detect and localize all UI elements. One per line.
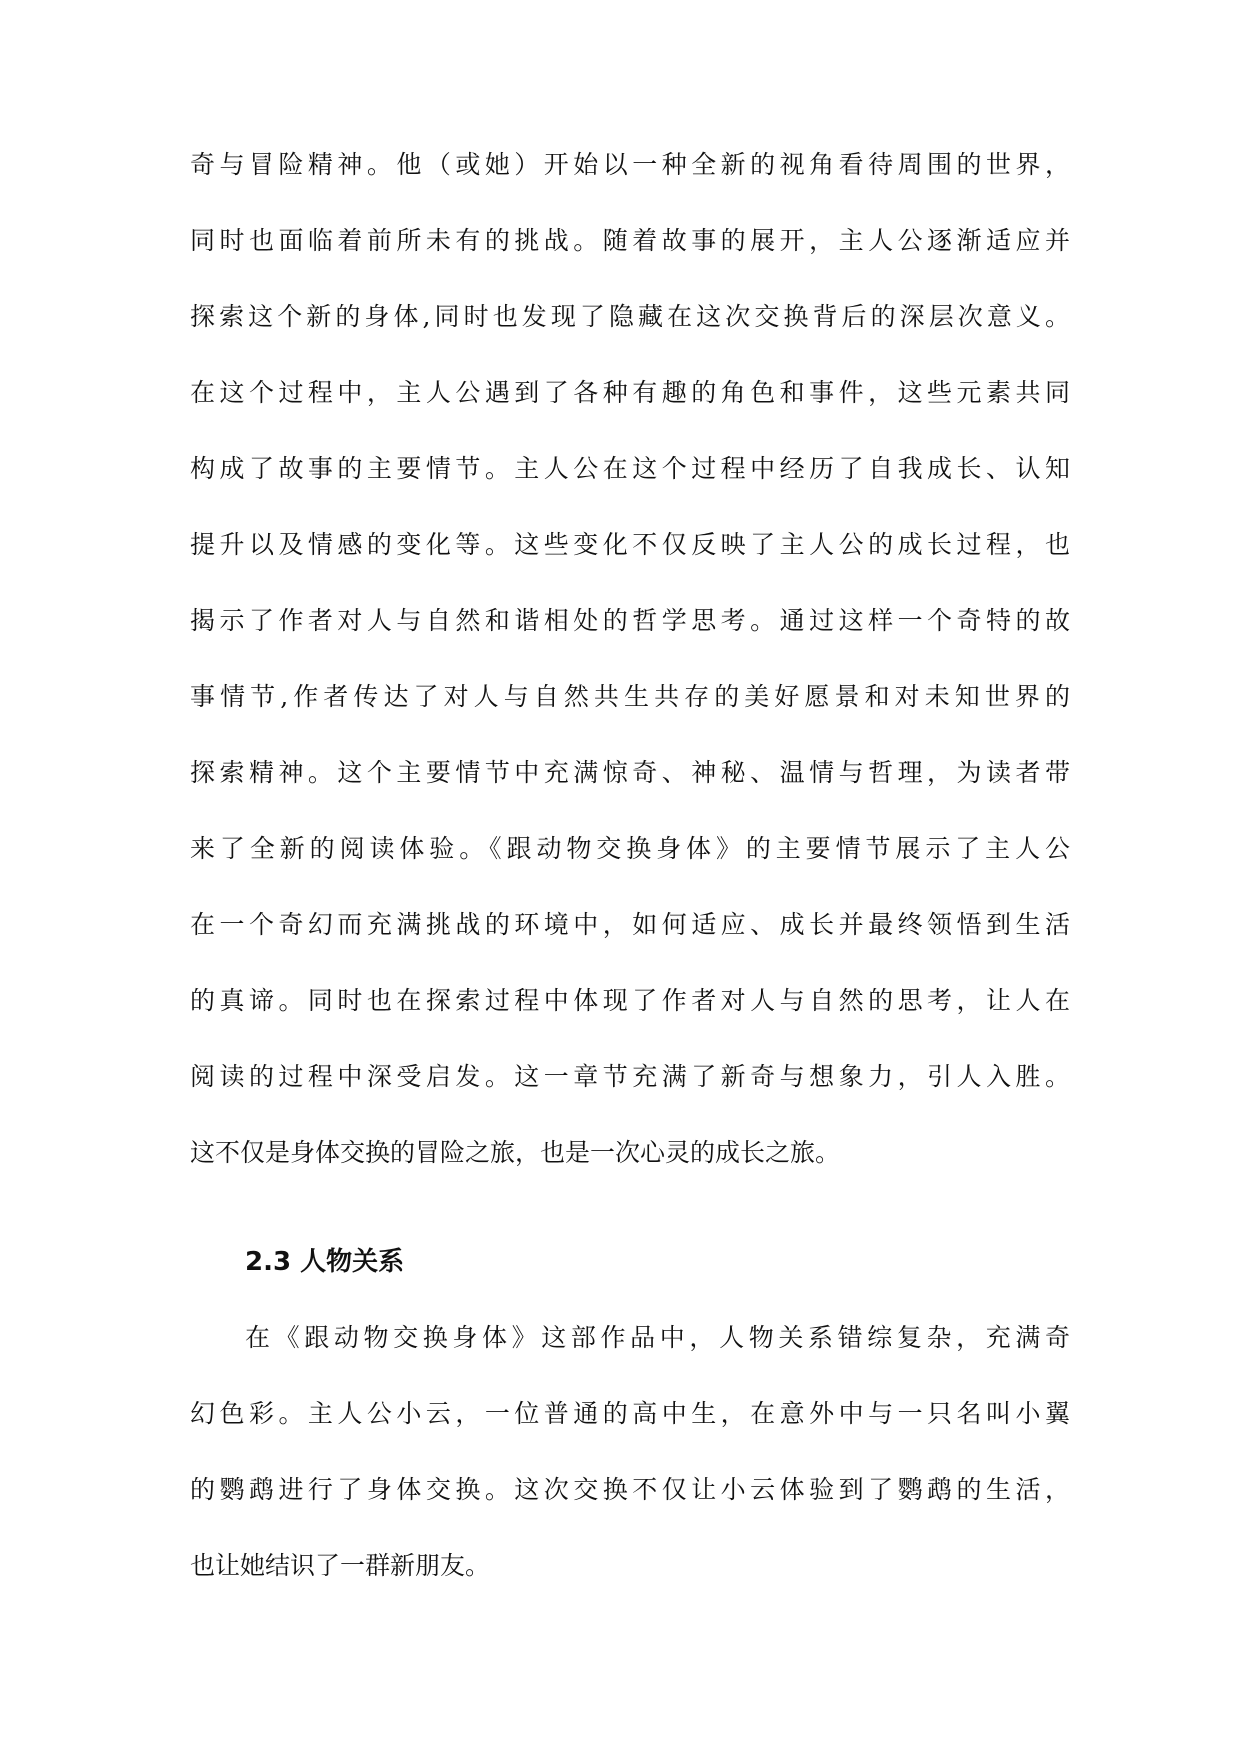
text-line: 也让她结识了一群新朋友。 [190,1551,491,1580]
text-line: 同时也面临着前所未有的挑战。随着故事的展开，主人公逐渐适应并 [190,226,1070,255]
paragraph-body [190,1313,1070,1617]
text-line: 在这个过程中，主人公遇到了各种有趣的角色和事件，这些元素共同 [190,378,1070,407]
text-line: 探索这个新的身体,同时也发现了隐藏在这次交换背后的深层次意义。 [190,302,1070,331]
text-line: 事情节,作者传达了对人与自然共生共存的美好愿景和对未知世界的 [190,682,1070,711]
text-line: 在《跟动物交换身体》这部作品中，人物关系错综复杂，充满奇 [245,1323,1070,1352]
text-line: 奇与冒险精神。他（或她）开始以一种全新的视角看待周围的世界， [190,150,1070,179]
section-heading: 2.3 人物关系 [245,1247,405,1277]
text-line: 幻色彩。主人公小云，一位普通的高中生，在意外中与一只名叫小翼 [190,1399,1070,1428]
text-line: 探索精神。这个主要情节中充满惊奇、神秘、温情与哲理，为读者带 [190,758,1070,787]
text-line: 来了全新的阅读体验。《跟动物交换身体》的主要情节展示了主人公 [190,834,1070,863]
text-line: 这不仅是身体交换的冒险之旅，也是一次心灵的成长之旅。 [190,1138,841,1167]
text-line: 阅读的过程中深受启发。这一章节充满了新奇与想象力，引人入胜。 [190,1062,1070,1091]
text-line: 提升以及情感的变化等。这些变化不仅反映了主人公的成长过程，也 [190,530,1070,559]
paragraph-body [190,140,1070,1204]
text-line: 在一个奇幻而充满挑战的环境中，如何适应、成长并最终领悟到生活 [190,910,1070,939]
text-line: 的鹦鹉进行了身体交换。这次交换不仅让小云体验到了鹦鹉的生活， [190,1475,1070,1504]
text-line: 构成了故事的主要情节。主人公在这个过程中经历了自我成长、认知 [190,454,1070,483]
text-line: 揭示了作者对人与自然和谐相处的哲学思考。通过这样一个奇特的故 [190,606,1070,635]
text-line: 的真谛。同时也在探索过程中体现了作者对人与自然的思考，让人在 [190,986,1070,1015]
